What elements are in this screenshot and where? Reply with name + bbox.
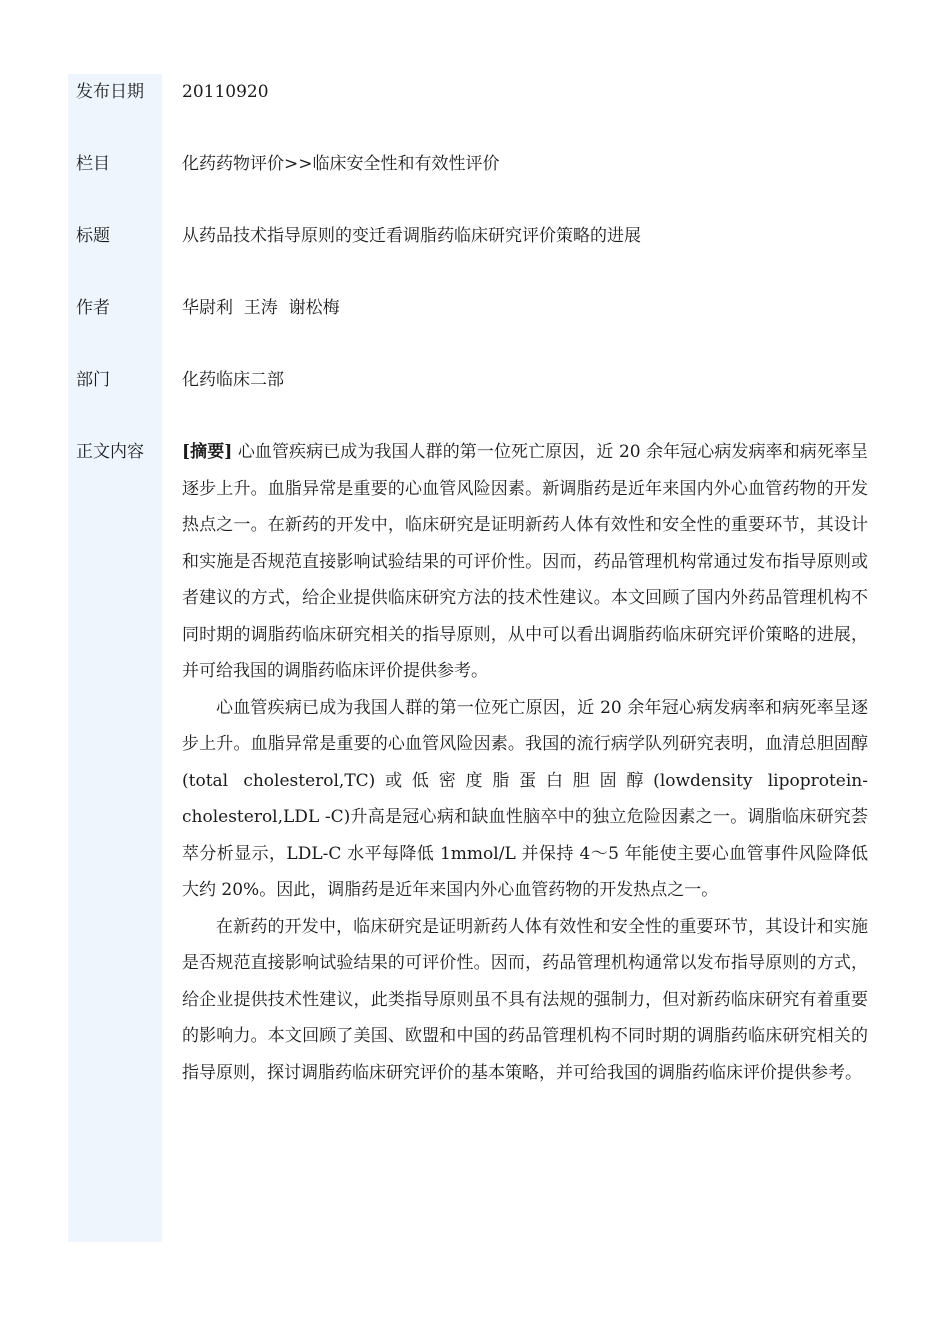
author-label: 作者 (76, 298, 110, 318)
document-body (68, 74, 868, 1091)
title-label: 标题 (76, 226, 110, 246)
field-row-department (68, 362, 868, 434)
field-row-column (68, 146, 868, 218)
author-value: 华尉利 王涛 谢松梅 (182, 298, 340, 318)
field-row-content (68, 434, 868, 1091)
content-text (162, 434, 868, 1091)
abstract-text: 心血管疾病已成为我国人群的第一位死亡原因，近 20 余年冠心病发病率和病死率呈逐步上升。血脂异常是重要的心血管风险因素。新调脂药是近年来国内外心血管药物的开发热点之一。在新药的开发中，临床研究是证明新药人体有效性和安全性的重要环节，其设计和实施是否规范直接影响试验结果的可评价性。因而，药品管理机构常通过发布指导原则或者建议的方式，给企业提供临床研究方法的技术性建议。本文回顾了国内外药品管理机构不同时期的调脂药临床研究相关的指导原则，从中可以看出调脂药临床研究评价策略的进展，并可给我国的调脂药临床评价提供参考。 (182, 442, 868, 681)
field-row-date (68, 74, 868, 146)
field-row-author (68, 290, 868, 362)
abstract-tag: [摘要] (182, 442, 233, 462)
column-label: 栏目 (76, 154, 110, 174)
title-value: 从药品技术指导原则的变迁看调脂药临床研究评价策略的进展 (182, 226, 641, 246)
column-value: 化药药物评价>>临床安全性和有效性评价 (182, 154, 500, 174)
department-value: 化药临床二部 (182, 370, 284, 390)
date-value: 20110920 (182, 82, 269, 102)
abstract-paragraph (182, 434, 868, 690)
department-label: 部门 (76, 370, 110, 390)
body-paragraph-2: 在新药的开发中，临床研究是证明新药人体有效性和安全性的重要环节，其设计和实施是否规范直接影响试验结果的可评价性。因而，药品管理机构通常以发布指导原则的方式，给企业提供技术性建议，此类指导原则虽不具有法规的强制力，但对新药临床研究有着重要的影响力。本文回顾了美国、欧盟和中国的药品管理机构不同时期的调脂药临床研究相关的指导原则，探讨调脂药临床研究评价的基本策略，并可给我国的调脂药临床评价提供参考。 (182, 916, 868, 1083)
date-label: 发布日期 (76, 82, 144, 102)
field-row-title (68, 218, 868, 290)
body-paragraph-1: 心血管疾病已成为我国人群的第一位死亡原因，近 20 余年冠心病发病率和病死率呈逐步上升。血脂异常是重要的心血管风险因素。我国的流行病学队列研究表明，血清总胆固醇(total cholesterol,TC)或低密度脂蛋白胆固醇(lowdensity lipoprotein-cholesterol,LDL -C)升高是冠心病和缺血性脑卒中的独立危险因素之一。调脂临床研究荟萃分析显示，LDL-C 水平每降低 1mmol/L 并保持 4～5 年能使主要心血管事件风险降低大约 20%。因此，调脂药是近年来国内外心血管药物的开发热点之一。 (182, 697, 868, 900)
content-label: 正文内容 (76, 442, 144, 462)
